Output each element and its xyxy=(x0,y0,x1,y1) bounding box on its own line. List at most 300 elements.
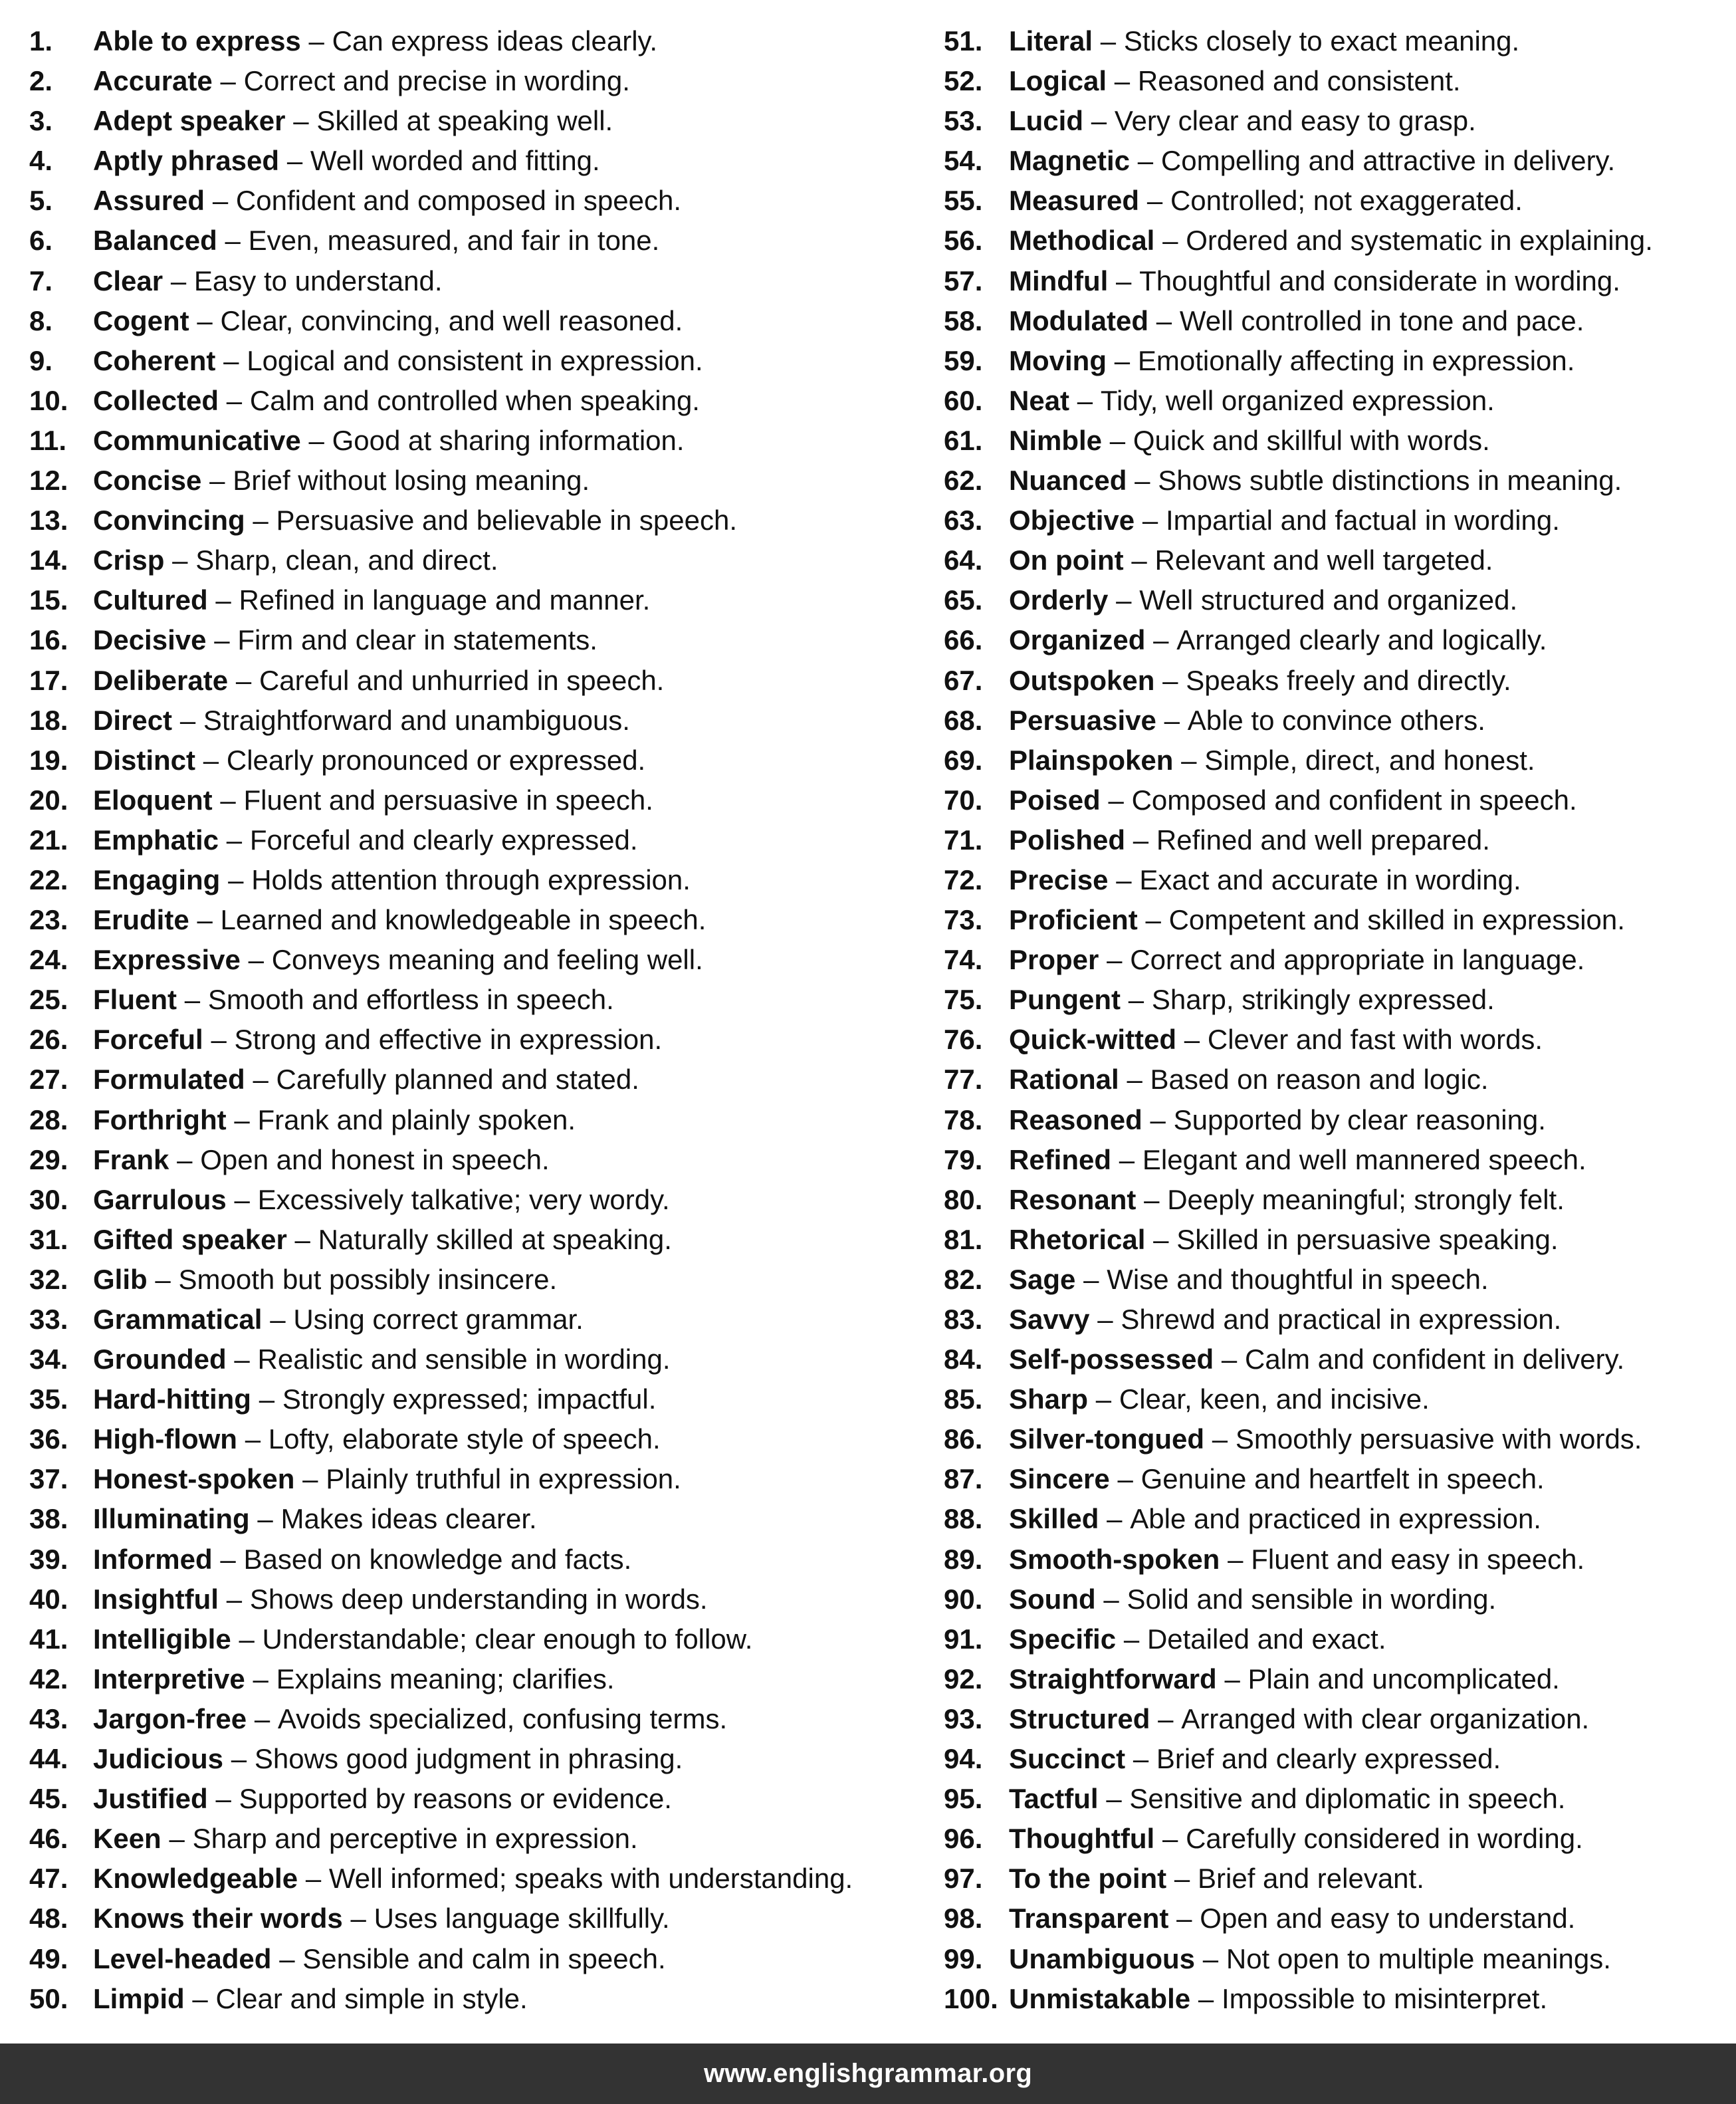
item-separator: – xyxy=(293,105,309,137)
list-item xyxy=(29,1659,920,1699)
list-item xyxy=(944,221,1728,261)
item-number: 24. xyxy=(29,944,68,976)
list-item xyxy=(944,61,1728,101)
item-term: Rational xyxy=(1009,1064,1119,1096)
item-term: Literal xyxy=(1009,25,1093,57)
item-definition: Can express ideas clearly. xyxy=(332,25,658,57)
item-term: Mindful xyxy=(1009,265,1109,296)
item-number: 61. xyxy=(944,424,983,456)
item-term: Unambiguous xyxy=(1009,1942,1195,1974)
item-definition: Avoids specialized, confusing terms. xyxy=(277,1702,728,1734)
item-definition: Clear, keen, and incisive. xyxy=(1119,1383,1430,1415)
item-separator: – xyxy=(1198,1982,1214,2014)
item-separator: – xyxy=(308,25,324,57)
item-definition: Strong and effective in expression. xyxy=(234,1024,663,1056)
item-definition: Using correct grammar. xyxy=(293,1304,584,1335)
item-definition: Well structured and organized. xyxy=(1139,584,1518,616)
item-definition: Brief and clearly expressed. xyxy=(1156,1743,1501,1775)
item-term: Knowledgeable xyxy=(93,1863,298,1895)
item-separator: – xyxy=(1116,864,1132,895)
item-number: 79. xyxy=(944,1143,983,1175)
item-number: 89. xyxy=(944,1543,983,1575)
item-term: Moving xyxy=(1009,344,1107,376)
list-item xyxy=(29,261,920,301)
item-definition: Calm and confident in delivery. xyxy=(1245,1344,1625,1375)
list-item xyxy=(29,1419,920,1459)
item-term: Self-possessed xyxy=(1009,1344,1214,1375)
item-term: Refined xyxy=(1009,1143,1112,1175)
list-item xyxy=(29,1020,920,1060)
item-term: Grounded xyxy=(93,1344,227,1375)
item-definition: Sharp, strikingly expressed. xyxy=(1151,984,1495,1016)
item-number: 50. xyxy=(29,1982,68,2014)
item-definition: Quick and skillful with words. xyxy=(1133,424,1490,456)
item-number: 44. xyxy=(29,1743,68,1775)
item-number: 11. xyxy=(29,424,67,456)
item-number: 30. xyxy=(29,1183,68,1215)
item-term: Thoughtful xyxy=(1009,1823,1155,1855)
list-item xyxy=(944,1419,1728,1459)
item-number: 70. xyxy=(944,784,983,816)
item-number: 35. xyxy=(29,1383,68,1415)
item-definition: Fluent and easy in speech. xyxy=(1251,1543,1585,1575)
item-separator: – xyxy=(1131,544,1147,576)
item-separator: – xyxy=(1091,105,1107,137)
item-definition: Sticks closely to exact meaning. xyxy=(1123,25,1520,57)
item-separator: – xyxy=(1106,1783,1122,1815)
list-item xyxy=(29,1699,920,1739)
item-definition: Carefully planned and stated. xyxy=(276,1064,639,1096)
item-separator: – xyxy=(220,784,236,816)
item-term: Glib xyxy=(93,1263,148,1295)
item-number: 68. xyxy=(944,704,983,736)
item-term: Level-headed xyxy=(93,1942,272,1974)
item-term: Silver-tongued xyxy=(1009,1423,1205,1455)
item-term: Precise xyxy=(1009,864,1109,895)
item-term: Cultured xyxy=(93,584,208,616)
item-definition: Carefully considered in wording. xyxy=(1186,1823,1583,1855)
item-number: 90. xyxy=(944,1583,983,1615)
list-item xyxy=(29,620,920,660)
list-item xyxy=(29,301,920,341)
list-item xyxy=(29,221,920,261)
item-term: Communicative xyxy=(93,424,301,456)
item-term: Intelligible xyxy=(93,1623,231,1655)
item-definition: Holds attention through expression. xyxy=(251,864,691,895)
item-definition: Able and practiced in expression. xyxy=(1130,1503,1541,1535)
list-item xyxy=(29,1100,920,1140)
list-item xyxy=(29,940,920,980)
item-number: 76. xyxy=(944,1024,983,1056)
list-item xyxy=(29,1540,920,1579)
list-item xyxy=(944,1699,1728,1739)
list-item xyxy=(29,741,920,780)
item-separator: – xyxy=(1224,1663,1240,1695)
item-separator: – xyxy=(1123,1623,1140,1655)
item-number: 92. xyxy=(944,1663,983,1695)
item-number: 3. xyxy=(29,105,53,137)
item-definition: Reasoned and consistent. xyxy=(1137,65,1461,97)
list-item xyxy=(944,381,1728,421)
list-item xyxy=(29,461,920,501)
item-definition: Supported by clear reasoning. xyxy=(1173,1104,1546,1135)
item-separator: – xyxy=(1097,1304,1113,1335)
list-item xyxy=(944,820,1728,860)
item-term: Decisive xyxy=(93,624,207,656)
list-item xyxy=(944,900,1728,940)
list-item xyxy=(29,820,920,860)
list-item xyxy=(944,141,1728,181)
item-separator: – xyxy=(1162,664,1178,696)
item-definition: Brief and relevant. xyxy=(1198,1863,1424,1895)
list-item xyxy=(944,1540,1728,1579)
list-item xyxy=(29,1579,920,1619)
item-separator: – xyxy=(1144,1183,1160,1215)
item-number: 97. xyxy=(944,1863,983,1895)
list-item xyxy=(29,1340,920,1379)
item-term: Jargon-free xyxy=(93,1702,247,1734)
item-separator: – xyxy=(1162,1823,1178,1855)
item-term: Savvy xyxy=(1009,1304,1090,1335)
list-item xyxy=(29,780,920,820)
item-definition: Shows subtle distinctions in meaning. xyxy=(1158,465,1622,497)
item-number: 42. xyxy=(29,1663,68,1695)
list-item xyxy=(944,1579,1728,1619)
item-term: Proper xyxy=(1009,944,1099,976)
item-term: Insightful xyxy=(93,1583,219,1615)
item-definition: Strongly expressed; impactful. xyxy=(282,1383,657,1415)
item-definition: Correct and precise in wording. xyxy=(243,65,630,97)
item-number: 22. xyxy=(29,864,68,895)
list-item xyxy=(29,1180,920,1220)
list-item xyxy=(29,980,920,1020)
item-definition: Excessively talkative; very wordy. xyxy=(257,1183,670,1215)
item-term: Expressive xyxy=(93,944,241,976)
item-number: 18. xyxy=(29,704,68,736)
item-term: Nuanced xyxy=(1009,465,1127,497)
list-item xyxy=(29,1300,920,1340)
list-item xyxy=(944,301,1728,341)
list-item xyxy=(944,1100,1728,1140)
item-term: Methodical xyxy=(1009,225,1155,257)
item-separator: – xyxy=(1184,1024,1200,1056)
item-separator: – xyxy=(1116,584,1132,616)
list-item xyxy=(944,1459,1728,1499)
item-definition: Thoughtful and considerate in wording. xyxy=(1139,265,1620,296)
list-item xyxy=(944,1060,1728,1100)
item-number: 99. xyxy=(944,1942,983,1974)
item-term: Polished xyxy=(1009,824,1126,856)
item-term: Fluent xyxy=(93,984,177,1016)
list-item xyxy=(29,341,920,381)
list-item xyxy=(944,540,1728,580)
list-item xyxy=(944,940,1728,980)
item-term: Reasoned xyxy=(1009,1104,1142,1135)
item-definition: Arranged with clear organization. xyxy=(1181,1702,1590,1734)
item-term: Limpid xyxy=(93,1982,185,2014)
item-term: Tactful xyxy=(1009,1783,1099,1815)
item-term: Sound xyxy=(1009,1583,1096,1615)
item-definition: Solid and sensible in wording. xyxy=(1127,1583,1497,1615)
item-number: 62. xyxy=(944,465,983,497)
item-number: 81. xyxy=(944,1223,983,1255)
item-number: 85. xyxy=(944,1383,983,1415)
item-term: Emphatic xyxy=(93,824,219,856)
item-separator: – xyxy=(225,225,241,257)
list-item xyxy=(29,540,920,580)
item-number: 19. xyxy=(29,744,68,776)
item-definition: Refined in language and manner. xyxy=(239,584,651,616)
item-definition: Well informed; speaks with understanding. xyxy=(328,1863,853,1895)
item-term: Direct xyxy=(93,704,173,736)
item-number: 34. xyxy=(29,1344,68,1375)
item-term: Proficient xyxy=(1009,904,1138,936)
list-item xyxy=(944,1659,1728,1699)
item-definition: Shows good judgment in phrasing. xyxy=(254,1743,683,1775)
item-separator: – xyxy=(1127,1064,1142,1096)
item-separator: – xyxy=(1164,704,1180,736)
item-separator: – xyxy=(226,384,243,416)
item-number: 9. xyxy=(29,344,53,376)
item-definition: Shrewd and practical in expression. xyxy=(1121,1304,1562,1335)
list-item xyxy=(944,1300,1728,1340)
item-separator: – xyxy=(226,1583,243,1615)
item-number: 87. xyxy=(944,1463,983,1495)
item-definition: Detailed and exact. xyxy=(1146,1623,1386,1655)
item-definition: Ordered and systematic in explaining. xyxy=(1186,225,1653,257)
item-number: 51. xyxy=(944,25,983,57)
item-number: 23. xyxy=(29,904,68,936)
item-separator: – xyxy=(286,145,303,177)
item-separator: – xyxy=(279,1942,295,1974)
item-definition: Arranged clearly and logically. xyxy=(1176,624,1547,656)
item-term: Keen xyxy=(93,1823,162,1855)
item-separator: – xyxy=(234,1183,250,1215)
item-separator: – xyxy=(1135,465,1150,497)
item-number: 49. xyxy=(29,1942,68,1974)
item-definition: Skilled at speaking well. xyxy=(316,105,613,137)
item-separator: – xyxy=(1221,1344,1238,1375)
item-term: Justified xyxy=(93,1783,208,1815)
item-term: Lucid xyxy=(1009,105,1083,137)
item-separator: – xyxy=(235,664,252,696)
item-definition: Logical and consistent in expression. xyxy=(247,344,703,376)
item-number: 8. xyxy=(29,304,53,336)
item-separator: – xyxy=(1156,304,1172,336)
item-number: 40. xyxy=(29,1583,68,1615)
list-item xyxy=(944,181,1728,221)
item-number: 27. xyxy=(29,1064,68,1096)
item-definition: Conveys meaning and feeling well. xyxy=(271,944,703,976)
list-item xyxy=(29,860,920,900)
item-term: Orderly xyxy=(1009,584,1109,616)
item-separator: – xyxy=(1083,1263,1099,1295)
item-number: 93. xyxy=(944,1702,983,1734)
item-term: Resonant xyxy=(1009,1183,1137,1215)
item-separator: – xyxy=(308,424,324,456)
item-number: 63. xyxy=(944,505,983,536)
item-definition: Very clear and easy to grasp. xyxy=(1114,105,1476,137)
list-item xyxy=(29,661,920,701)
item-number: 72. xyxy=(944,864,983,895)
item-separator: – xyxy=(231,1743,247,1775)
item-number: 67. xyxy=(944,664,983,696)
item-separator: – xyxy=(215,584,231,616)
item-definition: Exact and accurate in wording. xyxy=(1139,864,1521,895)
list-item xyxy=(944,1899,1728,1938)
item-term: Engaging xyxy=(93,864,221,895)
list-item xyxy=(944,1379,1728,1419)
item-separator: – xyxy=(212,185,229,217)
item-number: 25. xyxy=(29,984,68,1016)
list-item xyxy=(944,421,1728,461)
item-definition: Forceful and clearly expressed. xyxy=(249,824,638,856)
item-term: Organized xyxy=(1009,624,1146,656)
item-definition: Learned and knowledgeable in speech. xyxy=(220,904,706,936)
item-term: Forceful xyxy=(93,1024,203,1056)
item-definition: Simple, direct, and honest. xyxy=(1204,744,1535,776)
item-definition: Impossible to misinterpret. xyxy=(1221,1982,1548,2014)
item-separator: – xyxy=(1228,1543,1244,1575)
item-term: Interpretive xyxy=(93,1663,245,1695)
item-definition: Sharp, clean, and direct. xyxy=(195,544,498,576)
item-separator: – xyxy=(1119,1143,1135,1175)
item-number: 31. xyxy=(29,1223,68,1255)
item-term: Knows their words xyxy=(93,1903,343,1934)
item-term: Specific xyxy=(1009,1623,1117,1655)
list-item xyxy=(29,421,920,461)
item-number: 47. xyxy=(29,1863,68,1895)
item-separator: – xyxy=(197,904,213,936)
item-definition: Supported by reasons or evidence. xyxy=(239,1783,672,1815)
item-definition: Firm and clear in statements. xyxy=(237,624,597,656)
list-item xyxy=(29,701,920,741)
item-number: 96. xyxy=(944,1823,983,1855)
item-separator: – xyxy=(259,1383,275,1415)
item-separator: – xyxy=(1100,25,1117,57)
list-item xyxy=(29,1379,920,1419)
item-definition: Speaks freely and directly. xyxy=(1186,664,1511,696)
item-number: 86. xyxy=(944,1423,983,1455)
item-term: Adept speaker xyxy=(93,105,286,137)
item-term: High-flown xyxy=(93,1423,237,1455)
item-number: 26. xyxy=(29,1024,68,1056)
list-item xyxy=(944,1619,1728,1659)
item-number: 15. xyxy=(29,584,68,616)
item-separator: – xyxy=(192,1982,208,2014)
item-definition: Straightforward and unambiguous. xyxy=(203,704,630,736)
item-definition: Impartial and factual in wording. xyxy=(1165,505,1560,536)
item-number: 94. xyxy=(944,1743,983,1775)
list-item xyxy=(944,1180,1728,1220)
item-number: 21. xyxy=(29,824,68,856)
item-number: 7. xyxy=(29,265,53,296)
item-number: 48. xyxy=(29,1903,68,1934)
item-separator: – xyxy=(270,1304,286,1335)
item-term: Honest-spoken xyxy=(93,1463,295,1495)
item-separator: – xyxy=(177,1143,193,1175)
item-number: 38. xyxy=(29,1503,68,1535)
item-term: Clear xyxy=(93,265,163,296)
item-number: 74. xyxy=(944,944,983,976)
item-number: 45. xyxy=(29,1783,68,1815)
item-number: 95. xyxy=(944,1783,983,1815)
item-definition: Emotionally affecting in expression. xyxy=(1137,344,1575,376)
item-separator: – xyxy=(179,704,196,736)
item-term: Informed xyxy=(93,1543,213,1575)
list-item xyxy=(29,501,920,540)
item-separator: – xyxy=(248,944,264,976)
item-term: Neat xyxy=(1009,384,1070,416)
item-term: Logical xyxy=(1009,65,1107,97)
item-definition: Calm and controlled when speaking. xyxy=(249,384,700,416)
list-item xyxy=(29,1220,920,1260)
item-definition: Controlled; not exaggerated. xyxy=(1170,185,1523,217)
item-separator: – xyxy=(203,744,219,776)
item-separator: – xyxy=(1103,1583,1119,1615)
list-item xyxy=(29,1779,920,1819)
item-number: 75. xyxy=(944,984,983,1016)
item-separator: – xyxy=(1117,1463,1133,1495)
item-definition: Smooth and effortless in speech. xyxy=(207,984,614,1016)
list-item xyxy=(944,1979,1728,2019)
list-item xyxy=(944,741,1728,780)
item-number: 64. xyxy=(944,544,983,576)
item-definition: Explains meaning; clarifies. xyxy=(276,1663,615,1695)
item-term: Forthright xyxy=(93,1104,227,1135)
list-item xyxy=(944,1020,1728,1060)
item-number: 56. xyxy=(944,225,983,257)
item-separator: – xyxy=(1162,225,1178,257)
item-definition: Clear and simple in style. xyxy=(215,1982,528,2014)
item-term: Skilled xyxy=(1009,1503,1099,1535)
item-separator: – xyxy=(1153,1223,1169,1255)
item-number: 39. xyxy=(29,1543,68,1575)
item-definition: Able to convince others. xyxy=(1187,704,1485,736)
item-number: 88. xyxy=(944,1503,983,1535)
item-term: Unmistakable xyxy=(1009,1982,1191,2014)
item-definition: Skilled in persuasive speaking. xyxy=(1176,1223,1559,1255)
item-definition: Sharp and perceptive in expression. xyxy=(192,1823,638,1855)
item-number: 84. xyxy=(944,1344,983,1375)
list-item xyxy=(944,701,1728,741)
item-number: 78. xyxy=(944,1104,983,1135)
item-term: Sharp xyxy=(1009,1383,1089,1415)
item-number: 43. xyxy=(29,1702,68,1734)
item-definition: Open and honest in speech. xyxy=(200,1143,550,1175)
item-definition: Naturally skilled at speaking. xyxy=(318,1223,672,1255)
list-item xyxy=(944,501,1728,540)
item-separator: – xyxy=(228,864,244,895)
list-item xyxy=(944,1140,1728,1180)
item-term: Judicious xyxy=(93,1743,224,1775)
item-definition: Makes ideas clearer. xyxy=(280,1503,537,1535)
item-term: Gifted speaker xyxy=(93,1223,287,1255)
item-number: 60. xyxy=(944,384,983,416)
item-separator: – xyxy=(170,265,187,296)
item-definition: Smoothly persuasive with words. xyxy=(1235,1423,1642,1455)
item-definition: Careful and unhurried in speech. xyxy=(259,664,665,696)
item-term: Plainspoken xyxy=(1009,744,1174,776)
item-separator: – xyxy=(1095,1383,1112,1415)
item-number: 69. xyxy=(944,744,983,776)
list-item xyxy=(944,1859,1728,1899)
item-term: Smooth-spoken xyxy=(1009,1543,1220,1575)
item-term: Frank xyxy=(93,1143,169,1175)
footer-website[interactable]: www.englishgrammar.org xyxy=(703,2059,1033,2088)
item-term: Structured xyxy=(1009,1702,1150,1734)
item-number: 41. xyxy=(29,1623,68,1655)
